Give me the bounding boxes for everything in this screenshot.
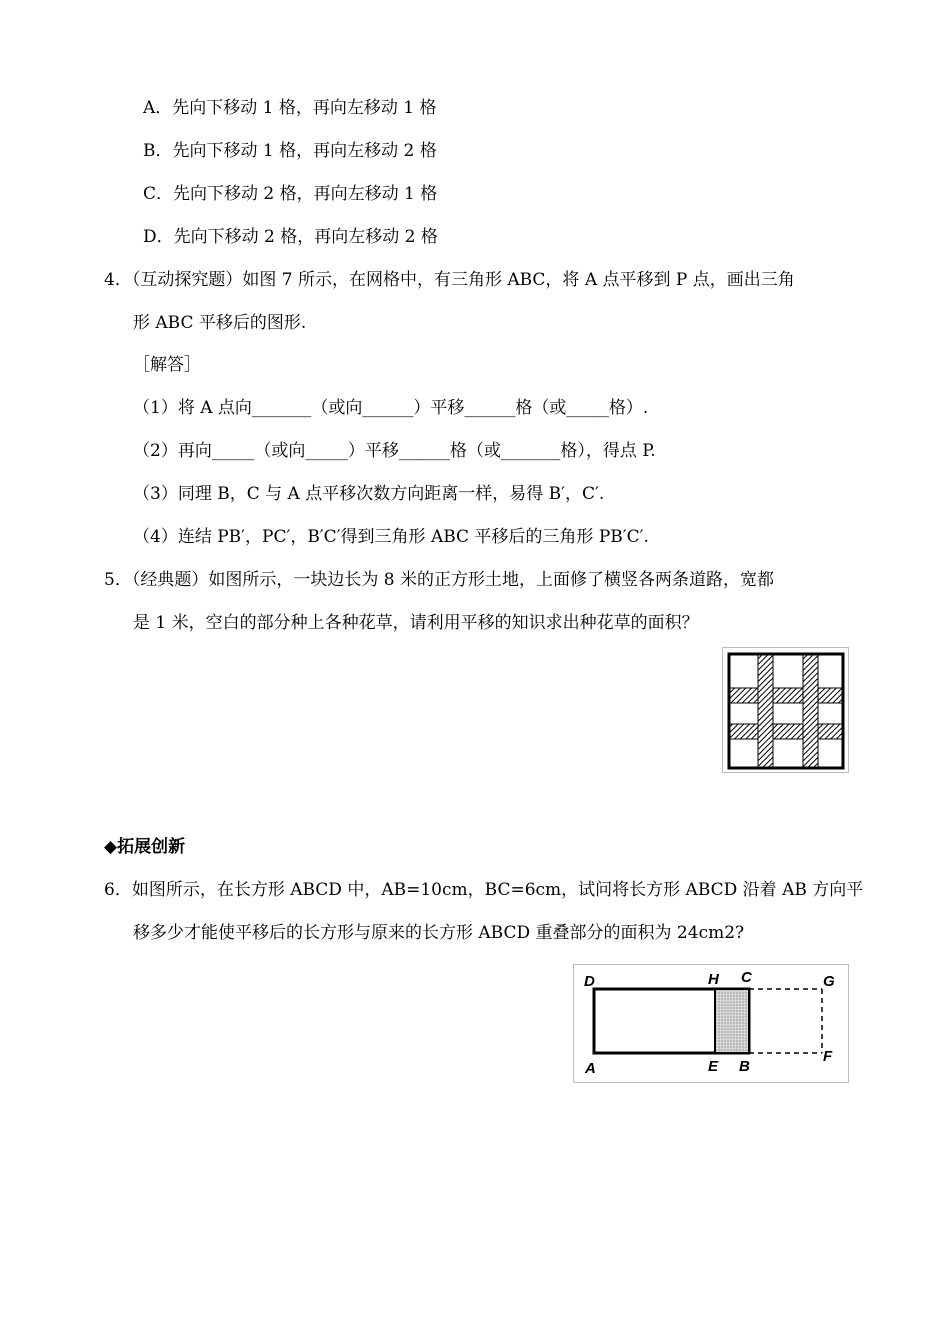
q5-road-figure [722,647,849,773]
label-a: A [585,1060,596,1077]
label-c: C [741,969,752,986]
option-c: C．先向下移动 2 格，再向左移动 1 格 [143,184,438,204]
q4-step2: （2）再向_____（或向_____）平移______格（或_______格），得点 P. [133,441,656,461]
section-title: 拓展创新 [117,837,186,857]
q4-step3: （3）同理 B，C 与 A 点平移次数方向距离一样，易得 B′，C′. [133,484,605,504]
q4-line2: 形 ABC 平移后的图形. [133,313,307,333]
option-d: D．先向下移动 2 格，再向左移动 2 格 [143,227,438,247]
vertical-road-1 [758,654,773,768]
label-h: H [708,971,719,988]
option-a: A．先向下移动 1 格，再向左移动 1 格 [143,98,437,118]
label-f: F [823,1048,833,1065]
option-b: B．先向下移动 1 格，再向左移动 2 格 [143,141,437,161]
label-e: E [708,1058,719,1075]
label-g: G [823,973,835,990]
q5-line1: 5．（经典题）如图所示，一块边长为 8 米的正方形土地，上面修了横竖各两条道路，宽都 [104,570,774,590]
q5-line2: 是 1 米，空白的部分种上各种花草，请利用平移的知识求出种花草的面积？ [133,613,699,633]
q4-step1: （1）将 A 点向_______（或向______）平移______格（或_____格）. [133,398,649,418]
q6-line2: 移多少才能使平移后的长方形与原来的长方形 ABCD 重叠部分的面积为 24cm2? [133,923,745,943]
q4-line1: 4．（互动探究题）如图 7 所示，在网格中，有三角形 ABC，将 A 点平移到 P 点，画出三角 [104,270,795,290]
q6-line1: 6．如图所示，在长方形 ABCD 中，AB=10cm，BC=6cm，试问将长方形 ABCD 沿着 AB 方向平 [104,880,864,900]
section-heading [104,834,185,860]
q4-step4: （4）连结 PB′，PC′，B′C′得到三角形 ABC 平移后的三角形 PB′C′. [133,527,649,547]
q4-answer-label: ［解答］ [133,355,201,375]
q6-rectangle-figure [573,964,849,1083]
label-d: D [584,973,595,990]
overlap-region [715,989,749,1053]
horizontal-road-2 [729,724,843,739]
diamond-bullet-icon: ◆ [104,837,118,857]
vertical-road-2 [803,654,818,768]
horizontal-road-1 [729,688,843,703]
label-b: B [739,1058,750,1075]
